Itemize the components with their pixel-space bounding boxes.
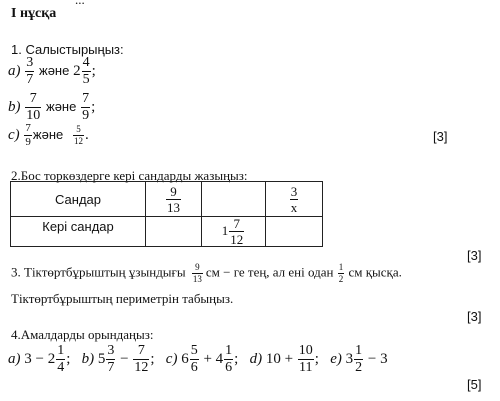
q2-title: 2.Бос торкөздерге кері сандарды жазыңыз: <box>11 168 248 183</box>
q1-a-fraction-2: $\frac{4}{5}$ <box>82 55 90 87</box>
q1-b-fraction-1: $\frac{7}{10}$ <box>26 91 41 123</box>
q1-c-fraction-2: $\frac{5}{12}$ <box>74 124 83 146</box>
q4-title: 4.Амалдарды орындаңыз: <box>11 327 154 342</box>
q3-points: [3] <box>467 309 482 324</box>
q3-fraction-length: $\frac{9}{13}$ <box>192 262 202 284</box>
q3-fraction-half: $\frac{1}{2}$ <box>338 262 344 284</box>
q1-item-c: c) $\frac{7}{9}$ және $\frac{5}{12}$ . <box>8 122 89 148</box>
q4-b-fraction-2: $\frac{7}{12}$ <box>134 343 149 375</box>
q1-a-whole: 2 <box>73 62 81 79</box>
table-row-numbers <box>11 182 323 217</box>
q1-item-b: b) $\frac{7}{10}$ және $\frac{7}{9}$ ; <box>8 91 96 123</box>
q3-line-1: 3. Тіктөртбұрыштың ұзындығы $\frac{9}{13}$ см − ге тең, ал ені одан $\frac{1}{2}$ см қысқа. <box>11 262 402 284</box>
table-cell-empty-1 <box>202 182 266 217</box>
table-cell-reciprocals-label: Кері сандар <box>11 217 146 247</box>
q4-d-label: d) <box>249 350 263 367</box>
q4-b-fraction-1: $\frac{3}{7}$ <box>107 343 115 375</box>
table-cell-1-7-12: 1 $\frac{7}{12}$ <box>202 217 266 247</box>
q1-a-label: a) <box>8 62 21 79</box>
q1-b-label: b) <box>8 98 21 115</box>
q4-expressions: a) 3 − 2 $\frac{1}{4}$ ; b) 5 $\frac{3}{7}$ − $\frac{7}{12}$ ; c) 6 $\frac{5}{6}$ + 4 $\frac{1}{6}$ ; d) 10 + $\frac{10}{11}$ ; e) 3 $\frac{1}{2}$ − 3 <box>8 343 388 375</box>
q1-a-fraction-1: $\frac{3}{7}$ <box>26 55 34 87</box>
q4-a-label: a) <box>8 350 21 367</box>
reciprocals-table <box>10 181 323 247</box>
q4-d-fraction: $\frac{10}{11}$ <box>298 343 313 375</box>
q1-title: 1. Салыстырыңыз: <box>11 42 124 57</box>
q3-line-2: Тіктөртбұрыштың периметрін табыңыз. <box>11 291 234 306</box>
q4-c-fraction-1: $\frac{5}{6}$ <box>190 343 198 375</box>
table-cell-3-x: $\frac{3}{x}$ <box>266 182 323 217</box>
q1-b-word: және <box>46 98 77 114</box>
q4-b-label: b) <box>81 350 95 367</box>
q4-e-fraction: $\frac{1}{2}$ <box>355 343 363 375</box>
q4-points: [5] <box>467 377 482 392</box>
q1-c-word: және <box>32 126 64 142</box>
table-cell-9-13: $\frac{9}{13}$ <box>146 182 202 217</box>
cut-header-text <box>75 0 85 8</box>
q4-e-label: e) <box>330 350 342 367</box>
q1-item-a: a) $\frac{3}{7}$ және 2 $\frac{4}{5}$ ; <box>8 55 96 87</box>
q1-c-fraction-1: $\frac{7}{9}$ <box>25 122 31 148</box>
q1-c-label: c) <box>8 126 20 143</box>
q4-c-fraction-2: $\frac{1}{6}$ <box>225 343 233 375</box>
q4-a-fraction: $\frac{1}{4}$ <box>57 343 65 375</box>
q1-points: [3] <box>433 129 448 144</box>
table-cell-empty-3 <box>266 217 323 247</box>
variant-title: І нұсқа <box>11 6 57 21</box>
q1-b-fraction-2: $\frac{7}{9}$ <box>82 91 90 123</box>
table-cell-empty-2 <box>146 217 202 247</box>
q2-points: [3] <box>467 248 482 263</box>
q4-c-label: c) <box>165 350 178 367</box>
table-row-reciprocals <box>11 217 323 247</box>
table-cell-numbers-label: Сандар <box>11 182 146 217</box>
q1-a-word: және <box>39 62 70 78</box>
